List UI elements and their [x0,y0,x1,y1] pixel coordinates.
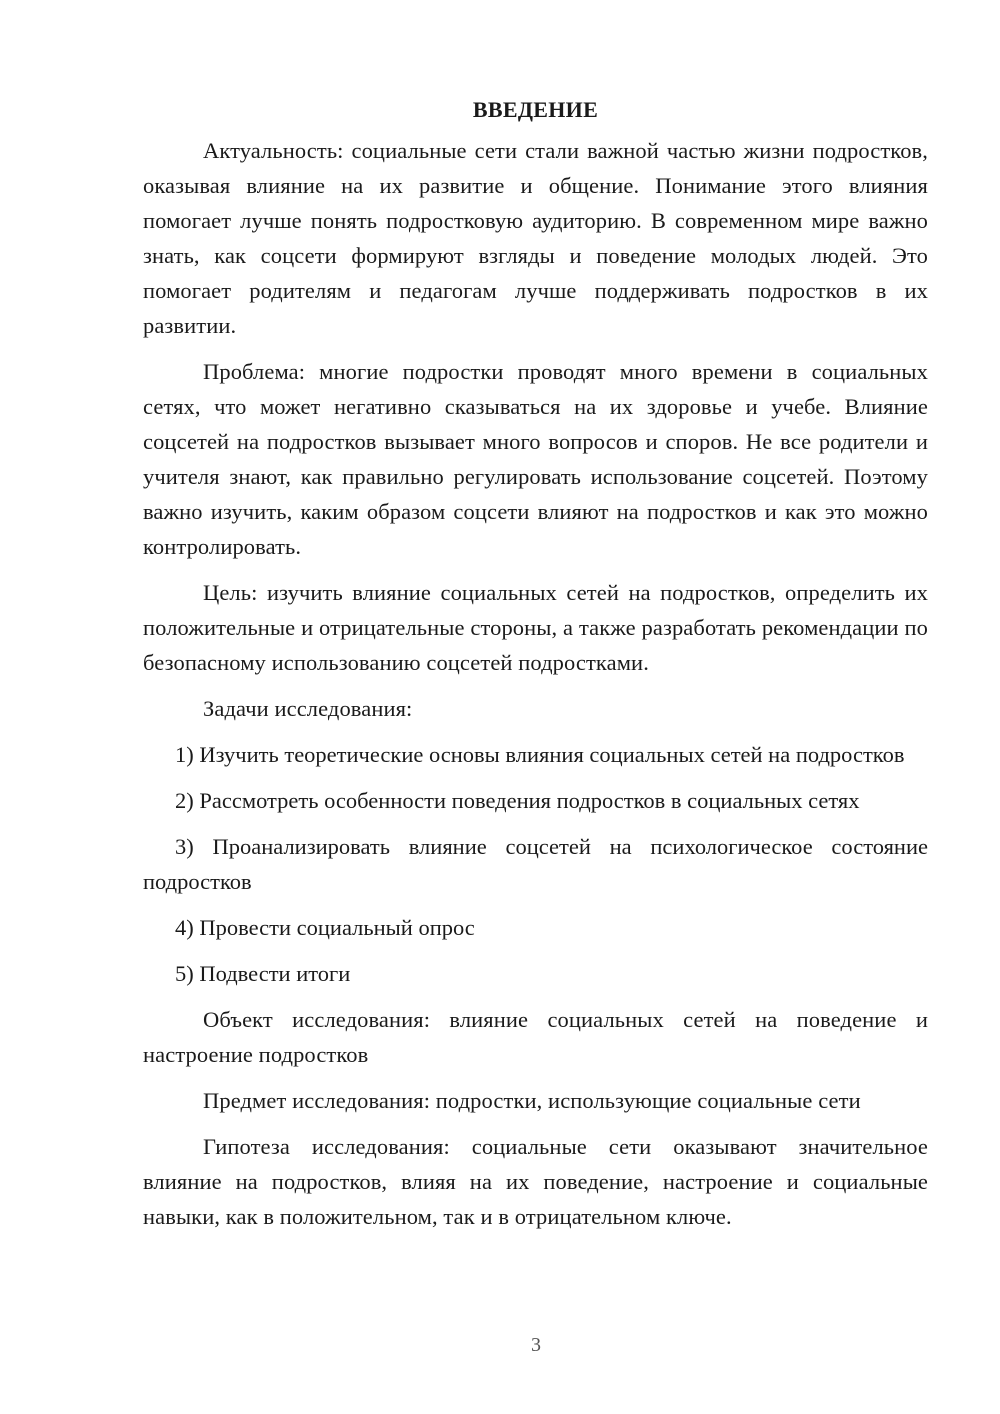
task-item-4: 4) Провести социальный опрос [175,915,475,940]
task-item-5: 5) Подвести итоги [175,961,351,986]
section-title: ВВЕДЕНИЕ [472,97,599,122]
paragraph-goal: Цель: изучить влияние социальных сетей на подростков, определить их положительные и отрицательные стороны, а также разработать рекомендации по безопасному использованию соцсетей подростками. [143,580,928,675]
paragraph-problem: Проблема: многие подростки проводят много времени в социальных сетях, что может негативно сказываться на их здоровье и учебе. Влияние соцсетей на подростков вызывает много вопросов и споров. Не все родители и учителя знают, как правильно регулировать использование соцсетей. Поэтому важно изучить, каким образом соцсети влияют на подростков и как это можно контролировать. [143,359,928,559]
task-item-3: 3) Проанализировать влияние соцсетей на психологическое состояние подростков [143,834,928,894]
paragraph-hypothesis: Гипотеза исследования: социальные сети оказывают значительное влияние на подростков, влияя на их поведение, настроение и социальные навыки, как в положительном, так и в отрицательном ключе. [143,1134,928,1229]
paragraph-object: Объект исследования: влияние социальных сетей на поведение и настроение подростков [143,1007,928,1067]
page-number: 3 [531,1334,541,1356]
paragraph-relevance: Актуальность: социальные сети стали важной частью жизни подростков, оказывая влияние на их развитие и общение. Понимание этого влияния помогает лучше понять подростковую аудиторию. В современном мире важно знать, как соцсети формируют взгляды и поведение молодых людей. Это помогает родителям и педагогам лучше поддерживать подростков в их развитии. [143,138,928,338]
paragraph-subject: Предмет исследования: подростки, использующие социальные сети [203,1088,861,1113]
tasks-heading: Задачи исследования: [203,696,413,721]
task-item-1: 1) Изучить теоретические основы влияния социальных сетей на подростков [175,742,905,767]
task-item-2: 2) Рассмотреть особенности поведения подростков в социальных сетях [175,788,860,813]
document-page [143,95,928,1245]
